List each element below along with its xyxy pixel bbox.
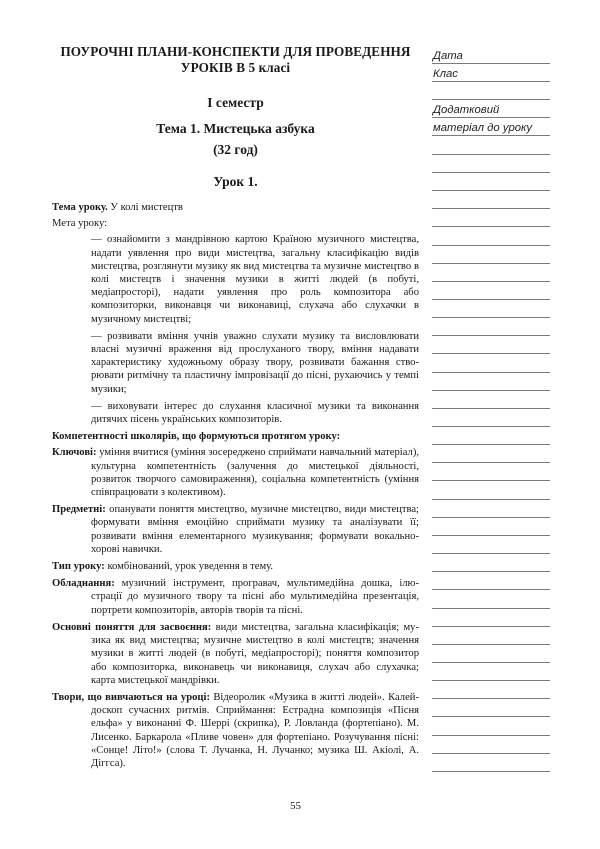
class-label: Клас (433, 68, 458, 80)
note-line[interactable] (432, 191, 550, 209)
note-line[interactable] (432, 609, 550, 627)
subject-competencies-label: Предметні: (52, 504, 106, 516)
note-line[interactable] (432, 355, 550, 373)
note-line[interactable] (432, 282, 550, 300)
key-competencies (52, 446, 419, 499)
note-line[interactable] (432, 336, 550, 354)
hours-heading: (32 год) (213, 142, 258, 157)
note-line[interactable] (432, 318, 550, 336)
studied-works (52, 691, 419, 770)
note-line[interactable] (432, 155, 550, 173)
equipment (52, 577, 419, 617)
key-competencies-value: уміння вчитися (уміння зосереджено сприймати навчальний матеріал), культурна компетентність (залучення до мистецької діяльності, розвиток творчого самовираження), соціальна компетентність (уміння співпрацювати з колективом). (91, 447, 419, 499)
lesson-goal-label: Мета уроку: (52, 218, 108, 230)
key-concepts (52, 621, 419, 687)
equipment-value: музичний інструмент, програвач, мультимедійна дошка, ілюстрації до музичного твору та пісні або мультимедійна презентація, портрети композиторів, авторів творів та пісні. (91, 578, 419, 616)
key-concepts-label: Основні поняття для засвоєння: (52, 621, 212, 633)
lesson-type (52, 560, 419, 573)
extra-material-line-1[interactable] (432, 100, 550, 118)
note-line[interactable] (432, 518, 550, 536)
note-line[interactable] (432, 391, 550, 409)
note-line[interactable] (432, 246, 550, 264)
note-line[interactable] (432, 681, 550, 699)
subject-competencies-value: опанувати поняття мистецтво, музичне мистецтво, види мистецтва; формувати вміння емоційно сприймати музику та аналізувати її; розвивати вміння елементарного музикування; формувати вокально-хорові навички. (91, 504, 419, 555)
lesson-type-value: комбінований, урок уведення в тему. (104, 561, 274, 573)
note-line[interactable] (432, 445, 550, 463)
subject-competencies (52, 503, 419, 556)
goal-item: — виховувати інтерес до слухання класичної музики та виконання дитячих пісень українських композиторів. (91, 400, 419, 426)
note-line[interactable] (432, 427, 550, 445)
note-line[interactable] (432, 627, 550, 645)
page-title (52, 44, 419, 76)
lesson-plan-body (52, 201, 419, 774)
date-label: Дата (433, 50, 463, 62)
theme-heading: Тема 1. Мистецька азбука (156, 121, 315, 136)
note-line[interactable] (432, 300, 550, 318)
lesson-topic-value: У колі мистецтв (107, 202, 183, 213)
lesson-topic-label: Тема уроку. (52, 202, 108, 213)
extra-material-line-2[interactable] (432, 118, 550, 136)
note-line[interactable] (432, 500, 550, 518)
note-line[interactable] (432, 482, 550, 500)
studied-works-label: Твори, що вивчаються на уроці: (52, 691, 210, 703)
date-line[interactable] (432, 46, 550, 64)
note-line[interactable] (432, 699, 550, 717)
note-line[interactable] (432, 645, 550, 663)
note-line[interactable] (432, 228, 550, 246)
goal-item: — ознайомити з мандрівною картою Країною музичного мистецтва, надати уявлення про види мистецтва, загальну класифікацію видів мистецтва, розглянути музику як вид мистецтва та музичне мистецтво в колі мистецтв і значення музики в житті людей (в побуті, медіапросторі), надати уявлення про роль композитора або композиторки, виконавця чи виконавиці, слухача або слухачки в музичному мистецтві; (91, 234, 419, 325)
page-title-line-2: УРОКІВ В 5 класі (180, 60, 291, 75)
note-line[interactable] (432, 173, 550, 191)
key-competencies-label: Ключові: (52, 447, 97, 459)
note-line[interactable] (432, 373, 550, 391)
note-line[interactable] (432, 554, 550, 572)
lesson-heading: Урок 1. (213, 174, 258, 189)
studied-works-value: Відеоролик «Музика в житті людей». Калейдоскоп сучасних ритмів. Сприймання: Естрадна композиція «Пісня ельфа» у виконанні Ф. Шеррі (скрипка), Р. Ловланда (фортепіано). М. Лисенко. Баркарола «Пливе човен» для фортепіано. Розучування пісні: «Сонце! Літо!» (слова Т. Лучанка, Н. Лучанко; музика Ш. Акіолі, А. Діггса). (91, 691, 419, 769)
class-line[interactable] (432, 64, 550, 82)
lesson-topic (52, 201, 419, 214)
note-line[interactable] (432, 409, 550, 427)
competencies-heading: Компетентності школярів, що формуються протягом уроку: (52, 431, 341, 443)
page-title-line-1: ПОУРОЧНІ ПЛАНИ-КОНСПЕКТИ ДЛЯ ПРОВЕДЕННЯ (60, 44, 411, 59)
note-line[interactable] (432, 736, 550, 754)
note-line[interactable] (432, 572, 550, 590)
note-line[interactable] (432, 718, 550, 736)
note-line[interactable] (432, 137, 550, 155)
note-line[interactable] (432, 463, 550, 481)
note-line[interactable] (432, 536, 550, 554)
note-line[interactable] (432, 754, 550, 772)
page-number: 55 (290, 800, 301, 812)
blank-line[interactable] (432, 82, 550, 100)
extra-material-label-2: матеріал до уроку (433, 122, 533, 134)
lesson-type-label: Тип уроку: (52, 561, 105, 573)
goal-item: — розвивати вміння учнів уважно слухати музику та висловлювати власні музичні враження від прослуханого твору, вміння надавати характеристику художньому образу твору, розвивати бажання створювати ритмічну та пластичну імпровізації до пісні, рухаючись у темпі музики; (91, 330, 419, 395)
key-concepts-value: види мистецтва, загальна класифікація; музика як вид мистецтва; музичне мистецтво в колі мистецтв; значення музики в житті людей (в побуті, медіапросторі); поняття композитор або композиторка, виконавець чи виконавиця, слухач або слухачка; карта мистецької мандрівки. (91, 621, 420, 686)
note-line[interactable] (432, 663, 550, 681)
equipment-label: Обладнання: (52, 578, 115, 590)
note-line[interactable] (432, 591, 550, 609)
semester-heading: І семестр (207, 95, 264, 110)
note-line[interactable] (432, 209, 550, 227)
note-line[interactable] (432, 264, 550, 282)
extra-material-label-1: Додатковий (433, 104, 500, 116)
